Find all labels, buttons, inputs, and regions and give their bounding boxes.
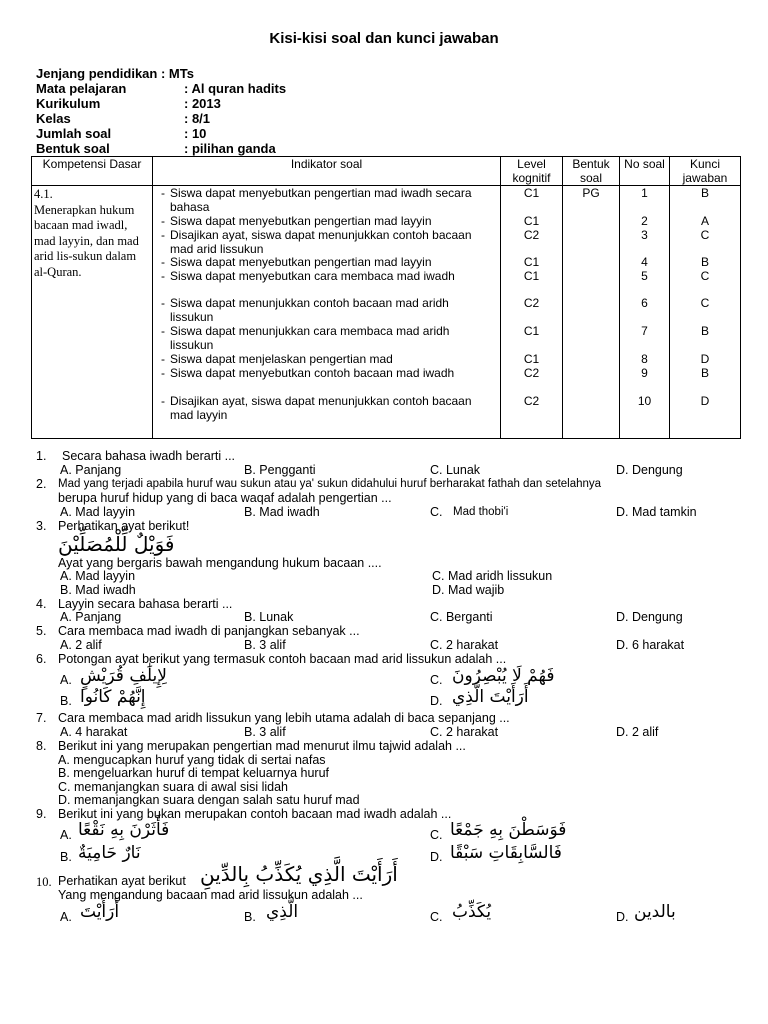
q10-text: Perhatikan ayat berikut [58,874,186,888]
q6-option-a: لِإِيلَٰفِ قُرَيْشٍ [80,666,167,686]
kunci-value: D [700,394,710,408]
bentuk-cell [563,186,620,439]
indikator-item: - Siswa dapat menyebutkan pengertian mad layyin [161,255,432,269]
header-level: Level kognitif [501,157,563,186]
no-cell [620,186,670,439]
q5-number: 5. [36,624,47,638]
level-cell [501,186,563,439]
no-value: 10 [637,394,652,408]
q8-text: Berikut ini yang merupakan pengertian mad menurut ilmu tajwid adalah ... [58,739,466,753]
q10-option-d-label: D. [616,910,629,924]
q7-option-b: B. 3 alif [244,725,286,739]
q7-option-c: C. 2 harakat [430,725,499,739]
q2-text: Mad yang terjadi apabila huruf wau sukun atau ya' sukun didahului huruf berharakat fathah dan setelahnya [58,478,602,490]
q9-option-d: فَالسَّابِقَاتِ سَبْقًا [450,843,562,863]
level-value: C2 [523,296,540,310]
q9-option-a-label: A. [60,828,72,842]
q10-option-b: الَّذِي [266,902,299,922]
q7-text: Cara membaca mad aridh lissukun yang lebih utama adalah di baca sepanjang ... [58,711,510,725]
indikator-item: - Siswa dapat menunjukkan cara membaca mad aridh lissukun [161,324,450,352]
q3-option-d: D. Mad wajib [432,583,505,597]
q10-option-c-label: C. [430,910,443,924]
q10-ayat: أَرَأَيْتَ الَّذِي يُكَذِّبُ بِالدِّينِ [200,862,398,886]
meta-mapel-value: : Al quran hadits [184,81,287,96]
q9-option-c: فَوَسَطْنَ بِهِ جَمْعًا [450,820,567,840]
no-value: 3 [641,228,648,242]
no-value: 2 [641,214,648,228]
kunci-cell [670,186,741,439]
header-indikator: Indikator soal [153,157,501,186]
q2-option-c: Mad thobi'i [453,506,509,518]
q4-option-d: D. Dengung [616,610,683,624]
q9-option-c-label: C. [430,828,443,842]
level-value: C1 [523,324,540,338]
q8-number: 8. [36,739,47,753]
kunci-value: D [700,352,710,366]
meta-bentuk-value: : pilihan ganda [184,141,276,156]
q4-option-c: C. Berganti [430,610,493,624]
q6-option-b-label: B. [60,694,72,708]
q7-option-d: D. 2 alif [616,725,659,739]
q9-option-a: فَأَثَرْنَ بِهِ نَقْعًا [78,820,170,840]
q9-number: 9. [36,807,47,821]
indikator-item: - Disajikan ayat, siswa dapat menunjukkan contoh bacaan mad arid lissukun [161,228,472,256]
meta-kurikulum-label: Kurikulum [36,96,101,111]
q4-text: Layyin secara bahasa berarti ... [58,597,233,611]
no-value: 9 [641,366,648,380]
header-kunci: Kunci jawaban [670,157,741,186]
no-value: 4 [641,255,648,269]
q2-option-a: A. Mad layyin [60,505,136,519]
table-row [32,186,741,439]
q1-number: 1. [36,449,47,463]
q10-option-a: أَرَأَيْتَ [80,902,120,922]
q4-number: 4. [36,597,47,611]
no-value: 7 [641,324,648,338]
table-header-row [32,157,741,186]
q4-option-a: A. Panjang [60,610,122,624]
q9-option-d-label: D. [430,850,443,864]
kd-number: 4.1. [34,187,53,201]
q6-option-c-label: C. [430,673,443,687]
meta-bentuk-label: Bentuk soal [36,141,110,156]
q2-number: 2. [36,477,47,491]
kd-text: Menerapkan hukum bacaan mad iwadl, mad layyin, dan mad arid lis-sukun dalam al-Quran. [34,202,139,279]
meta-kelas-value: : 8/1 [184,111,211,126]
bentuk-value: PG [582,186,600,200]
level-value: C1 [523,214,540,228]
q9-option-b-label: B. [60,850,72,864]
no-value: 5 [641,269,648,283]
kisi-table [31,156,741,439]
header-kompetensi: Kompetensi Dasar [32,157,153,186]
indikator-item: - Siswa dapat menjelaskan pengertian mad [161,352,393,366]
q1-option-b: B. Pengganti [244,463,316,477]
kunci-value: A [700,214,709,228]
page-title: Kisi-kisi soal dan kunci jawaban [269,30,499,47]
q5-text: Cara membaca mad iwadh di panjangkan sebanyak ... [58,624,360,638]
q1-option-a: A. Panjang [60,463,122,477]
q4-option-b: B. Lunak [244,610,294,624]
q6-option-c: فَهُمْ لَا يُبْصِرُونَ [452,666,555,686]
level-value: C1 [523,255,540,269]
q3-number: 3. [36,519,47,533]
q10-text-line2: Yang mengandung bacaan mad arid lissukun adalah ... [58,888,363,902]
q5-option-c: C. 2 harakat [430,638,499,652]
q5-option-b: B. 3 alif [244,638,286,652]
kunci-value: C [700,296,710,310]
indikator-item: - Siswa dapat menyebutkan pengertian mad layyin [161,214,432,228]
q2-option-d: D. Mad tamkin [616,505,697,519]
kunci-value: B [700,255,709,269]
meta-jenjang: Jenjang pendidikan : MTs [36,66,194,81]
meta-mapel-label: Mata pelajaran [36,81,127,96]
q2-option-b: B. Mad iwadh [244,505,320,519]
q5-option-d: D. 6 harakat [616,638,685,652]
no-value: 1 [641,186,648,200]
indikator-item: - Siswa dapat menunjukkan contoh bacaan mad aridh lissukun [161,296,449,324]
level-value: C1 [523,269,540,283]
q3-text: Perhatikan ayat berikut! [58,519,190,533]
q8-option-d: D. memanjangkan suara dengan salah satu huruf mad [58,793,360,807]
q10-option-c: يُكَذِّبُ [452,902,492,922]
no-value: 8 [641,352,648,366]
kunci-value: C [700,228,710,242]
level-value: C1 [523,352,540,366]
meta-jumlah-label: Jumlah soal [36,126,112,141]
q2-option-c-label: C. [430,505,443,519]
q10-option-b-label: B. [244,910,256,924]
level-value: C1 [523,186,540,200]
level-value: C2 [523,228,540,242]
kunci-value: B [700,186,709,200]
kompetensi-cell [32,186,153,439]
kunci-value: C [700,269,710,283]
meta-jumlah-value: : 10 [184,126,207,141]
kunci-value: B [700,324,709,338]
q6-option-d-label: D. [430,694,443,708]
q6-option-b: إِنَّهُمْ كَانُوا [80,687,146,707]
header-no: No soal [620,157,670,186]
q8-option-a: A. mengucapkan huruf yang tidak di sertai nafas [58,753,326,767]
q3-option-b: B. Mad iwadh [60,583,136,597]
q6-text: Potongan ayat berikut yang termasuk contoh bacaan mad arid lissukun adalah ... [58,652,507,666]
q9-text: Berikut ini yang bukan merupakan contoh bacaan mad iwadh adalah ... [58,807,452,821]
no-value: 6 [641,296,648,310]
q3-ayat: فَوَيْلٌ لِّلْمُصَلِّيْنَ [58,532,175,556]
q8-option-c: C. memanjangkan suara di awal sisi lidah [58,780,288,794]
q1-text: Secara bahasa iwadh berarti ... [62,449,236,463]
level-value: C2 [523,394,540,408]
q6-option-d: أَرَأَيْتَ الَّذِي [452,687,529,707]
meta-kurikulum-value: : 2013 [184,96,221,111]
q10-option-d: بالدين [634,902,676,922]
q6-option-a-label: A. [60,673,72,687]
indikator-cell [153,186,501,439]
q7-option-a: A. 4 harakat [60,725,128,739]
q10-option-a-label: A. [60,910,72,924]
q2-text-line2: berupa huruf hidup yang di baca waqaf adalah pengertian ... [58,491,392,505]
q6-number: 6. [36,652,47,666]
q10-number: 10. [36,875,52,889]
kunci-value: B [700,366,709,380]
q9-option-b: نَارٌ حَامِيَةٌ [78,843,141,863]
q3-option-a: A. Mad layyin [60,569,136,583]
meta-kelas-label: Kelas [36,111,71,126]
indikator-item: - Siswa dapat menyebutkan pengertian mad iwadh secara bahasa [161,186,472,214]
q3-text-line2: Ayat yang bergaris bawah mengandung hukum bacaan .... [58,556,382,570]
header-bentuk: Bentuk soal [563,157,620,186]
indikator-item: - Siswa dapat menyebutkan cara membaca mad iwadh [161,269,455,283]
q5-option-a: A. 2 alif [60,638,102,652]
indikator-item: - Siswa dapat menyebutkan contoh bacaan mad iwadh [161,366,455,380]
q8-option-b: B. mengeluarkan huruf di tempat keluarnya huruf [58,766,329,780]
q1-option-c: C. Lunak [430,463,481,477]
indikator-item: - Disajikan ayat, siswa dapat menunjukkan contoh bacaan mad layyin [161,394,472,422]
level-value: C2 [523,366,540,380]
q1-option-d: D. Dengung [616,463,683,477]
q7-number: 7. [36,711,47,725]
q3-option-c: C. Mad aridh lissukun [432,569,553,583]
